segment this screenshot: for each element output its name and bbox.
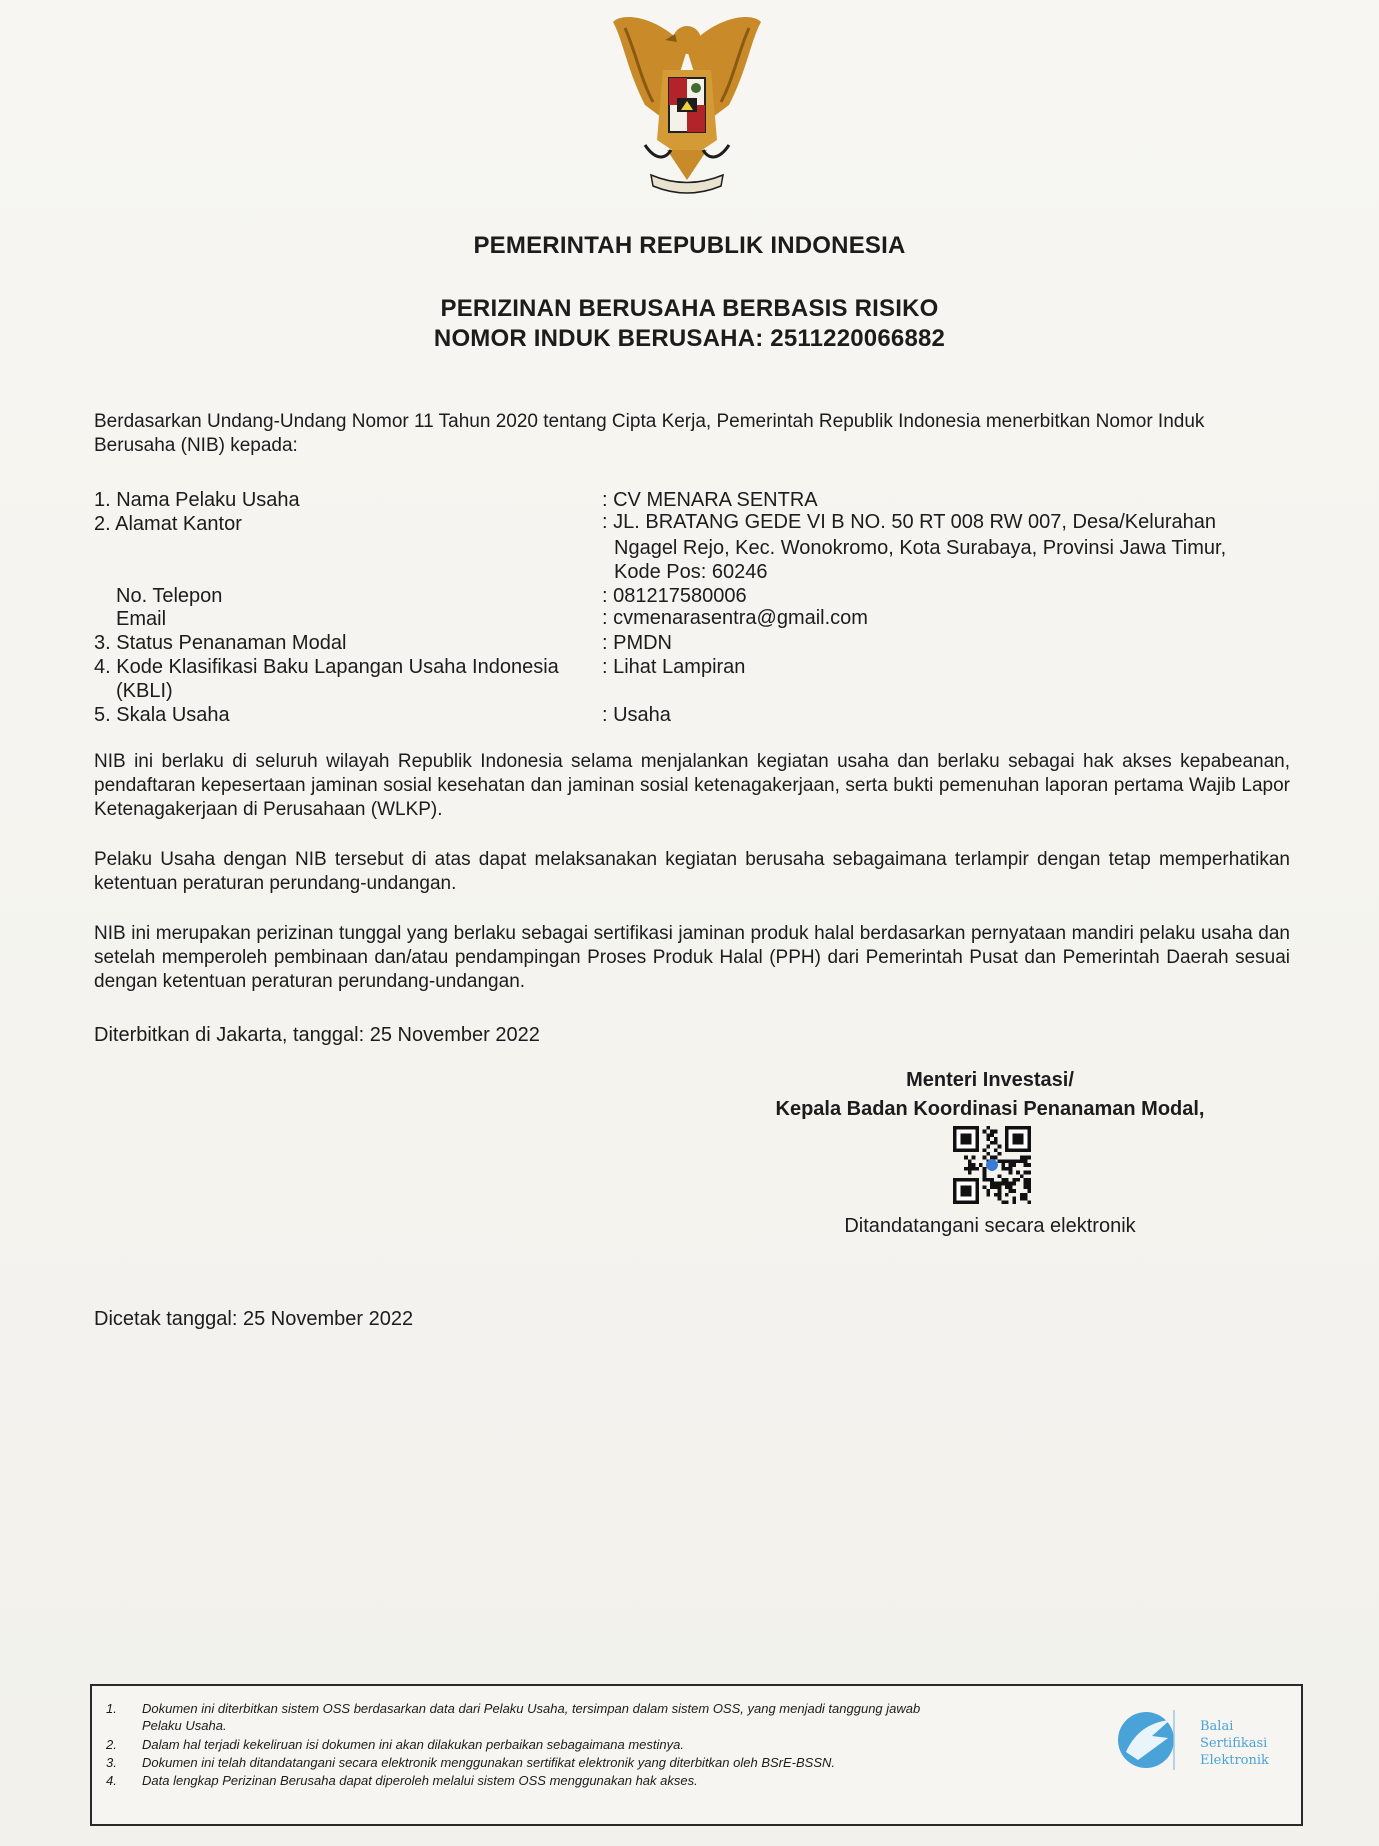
signature-qr-code-icon	[953, 1124, 1031, 1206]
intro-paragraph: Berdasarkan Undang-Undang Nomor 11 Tahun 2020 tentang Cipta Kerja, Pemerintah Republik Indonesia menerbitkan Nomor Induk Berusaha (NIB) kepada:	[94, 411, 1205, 456]
footer-note-1-cont	[106, 1717, 1106, 1734]
permit-title: PERIZINAN BERUSAHA BERBASIS RISIKO	[440, 295, 939, 322]
office-address-line-1: : JL. BRATANG GEDE VI B NO. 50 RT 008 RW 007, Desa/Kelurahan	[602, 511, 1216, 533]
investment-status-value: : PMDN	[602, 632, 672, 654]
printed-date: Dicetak tanggal: 25 November 2022	[94, 1308, 414, 1330]
signatory-block	[760, 1066, 1220, 1124]
kbli-value: : Lihat Lampiran	[602, 656, 746, 678]
signatory-title-2: Kepala Badan Koordinasi Penanaman Modal,	[775, 1098, 1205, 1120]
investment-status-label: 3. Status Penanaman Modal	[94, 632, 347, 654]
bsre-logo	[1112, 1700, 1292, 1800]
kbli-label-abbr: (KBLI)	[116, 680, 173, 702]
phone-label: No. Telepon	[116, 585, 223, 607]
footer-note-number: 1.	[106, 1701, 117, 1716]
footer-note-text: Dalam hal terjadi kekeliruan isi dokumen ini akan dilakukan perbaikan sebagaimana mestinya.	[142, 1737, 684, 1752]
footer-note-text: Data lengkap Perizinan Berusaha dapat diperoleh melalui sistem OSS menggunakan hak akses.	[142, 1773, 698, 1788]
issued-date: Diterbitkan di Jakarta, tanggal: 25 November 2022	[94, 1024, 540, 1046]
footer-note-3	[106, 1754, 1106, 1771]
kbli-label: 4. Kode Klasifikasi Baku Lapangan Usaha Indonesia	[94, 656, 559, 678]
halal-paragraph: NIB ini merupakan perizinan tunggal yang berlaku sebagai sertifikasi jaminan produk halal berdasarkan pernyataan mandiri pelaku usaha dan setelah memperoleh pembinaan dan/atau pendampingan Proses Produk Halal (PPH) dari Pemerintah Pusat dan Pemerintah Daerah sesuai dengan ketentuan peraturan perundang-undangan.	[94, 923, 1290, 992]
validity-paragraph: NIB ini berlaku di seluruh wilayah Republik Indonesia selama menjalankan kegiatan usaha dan berlaku sebagai hak akses kepabeanan, pendaftaran kepesertaan jaminan sosial kesehatan dan jaminan sosial ketenagakerjaan, serta bukti pemenuhan laporan pertama Wajib Lapor Ketenagakerjaan di Perusahaan (WLKP).	[94, 751, 1290, 820]
bsre-emblem-icon	[1112, 1700, 1182, 1780]
phone-value: : 081217580006	[602, 585, 747, 607]
bsre-logo-line: Sertifikasi	[1200, 1736, 1268, 1751]
business-name-label: 1. Nama Pelaku Usaha	[94, 489, 300, 511]
government-title: PEMERINTAH REPUBLIK INDONESIA	[473, 232, 906, 259]
footer-note-1	[106, 1700, 1106, 1717]
business-scale-label: 5. Skala Usaha	[94, 704, 230, 726]
footer-notes-box	[90, 1684, 1303, 1826]
business-name-value: : CV MENARA SENTRA	[602, 489, 818, 511]
office-address-line-2: Ngagel Rejo, Kec. Wonokromo, Kota Surabaya, Provinsi Jawa Timur,	[614, 537, 1227, 559]
email-label: Email	[116, 608, 167, 630]
footer-note-number: 3.	[106, 1755, 117, 1770]
office-address-line-3: Kode Pos: 60246	[614, 561, 768, 583]
electronic-signature-note: Ditandatangani secara elektronik	[844, 1215, 1136, 1237]
signatory-title-1: Menteri Investasi/	[906, 1069, 1074, 1091]
bsre-logo-text	[1200, 1718, 1269, 1769]
email-value: : cvmenarasentra@gmail.com	[602, 607, 868, 629]
business-scale-value: : Usaha	[602, 704, 671, 726]
footer-note-4	[106, 1772, 1106, 1789]
office-address-label: 2. Alamat Kantor	[94, 513, 242, 535]
garuda-emblem-icon	[605, 10, 769, 198]
bsre-logo-line: Elektronik	[1200, 1753, 1269, 1768]
footer-note-text: Dokumen ini diterbitkan sistem OSS berdasarkan data dari Pelaku Usaha, tersimpan dalam sistem OSS, yang menjadi tanggung jawab	[142, 1701, 921, 1716]
footer-note-text: Pelaku Usaha.	[142, 1718, 227, 1733]
footer-note-number: 4.	[106, 1773, 117, 1788]
footer-note-text: Dokumen ini telah ditandatangani secara elektronik menggunakan sertifikat elektronik yang diterbitkan oleh BSrE-BSSN.	[142, 1755, 835, 1770]
activity-paragraph: Pelaku Usaha dengan NIB tersebut di atas dapat melaksanakan kegiatan berusaha sebagaimana terlampir dengan tetap memperhatikan ketentuan peraturan perundang-undangan.	[94, 849, 1290, 894]
footer-note-2	[106, 1736, 1106, 1753]
footer-note-number: 2.	[106, 1737, 117, 1752]
bsre-logo-line: Balai	[1200, 1719, 1234, 1734]
nib-number-title: NOMOR INDUK BERUSAHA: 2511220066882	[433, 325, 946, 352]
